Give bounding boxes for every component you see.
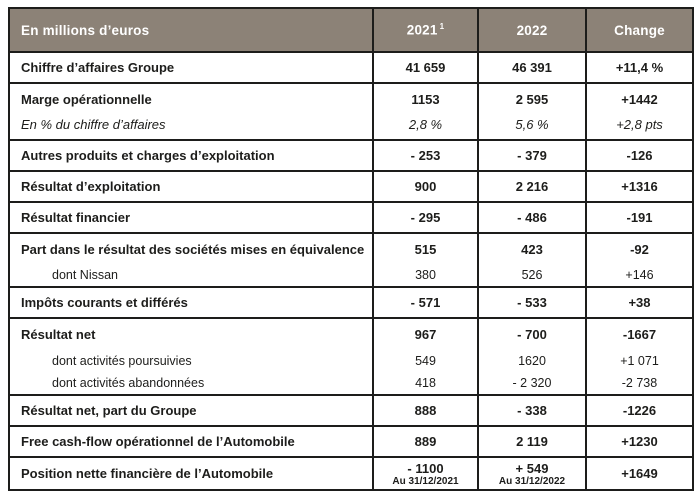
financial-results-table (8, 7, 694, 491)
table-row (9, 52, 693, 83)
value-text: 526 (521, 268, 543, 282)
value-text: - 295 (410, 210, 441, 225)
value-y2022 (478, 264, 586, 287)
value-text: +146 (625, 268, 654, 282)
row-label: Part dans le résultat des sociétés mises en équivalence (9, 233, 373, 264)
value-y2021 (373, 52, 478, 83)
table-row (9, 114, 693, 140)
value-y2022 (478, 318, 586, 349)
value-change (586, 426, 693, 457)
value-y2021 (373, 395, 478, 426)
value-y2022 (478, 114, 586, 140)
value-text: +2,8 pts (616, 116, 663, 132)
table-row (9, 457, 693, 490)
table-row (9, 395, 693, 426)
value-y2022 (478, 52, 586, 83)
value-text: 1153 (411, 91, 440, 107)
value-y2022 (478, 202, 586, 233)
row-label: Marge opérationnelle (9, 83, 373, 114)
row-label: En % du chiffre d’affaires (9, 114, 373, 140)
value-text: 41 659 (405, 60, 446, 75)
value-text: - 338 (517, 403, 547, 418)
value-text: - 700 (517, 326, 547, 342)
value-text: 1620 (518, 353, 546, 368)
value-y2021 (373, 318, 478, 349)
value-text: 889 (414, 434, 437, 449)
row-label: Free cash-flow opérationnel de l’Automobile (9, 426, 373, 457)
table-row (9, 264, 693, 287)
value-text: -1226 (622, 403, 657, 418)
value-text: 2 119 (516, 434, 548, 449)
value-y2021 (373, 349, 478, 372)
value-text: +11,4 % (615, 60, 664, 75)
header-label-column: En millions d’euros (9, 8, 373, 52)
value-text: 515 (414, 241, 437, 257)
value-text: - 253 (410, 148, 441, 163)
table-row (9, 171, 693, 202)
value-text: 380 (415, 268, 436, 282)
value-change (586, 83, 693, 114)
value-y2021 (373, 426, 478, 457)
value-y2021 (373, 233, 478, 264)
table-row (9, 83, 693, 114)
table-row (9, 287, 693, 318)
value-change (586, 114, 693, 140)
row-label: Résultat financier (9, 202, 373, 233)
header-col-2021 (373, 8, 478, 52)
value-text: 2 216 (515, 179, 549, 194)
value-y2021 (373, 202, 478, 233)
value-text: +1649 (621, 466, 658, 481)
footnote-marker: 1 (439, 22, 445, 32)
table-row (9, 349, 693, 372)
value-y2021 (373, 114, 478, 140)
value-text: - 571 (410, 295, 441, 310)
value-text: +1316 (621, 179, 658, 194)
value-date-note: Au 31/12/2021 (392, 475, 459, 487)
value-date-note: Au 31/12/2022 (498, 475, 566, 487)
value-text: - 486 (517, 210, 547, 225)
value-text: -2 738 (621, 376, 658, 390)
value-text: -1667 (622, 326, 657, 342)
table-row (9, 140, 693, 171)
row-label: Chiffre d’affaires Groupe (9, 52, 373, 83)
header-2021-text: 2021 (406, 22, 438, 38)
table-body (9, 52, 693, 490)
value-text: -92 (630, 241, 649, 257)
value-text: +1 071 (620, 353, 659, 368)
value-text: - 1100 (407, 460, 444, 476)
value-change (586, 52, 693, 83)
value-text: -126 (626, 148, 653, 163)
table-row (9, 372, 693, 395)
value-text: +38 (628, 295, 651, 310)
header-col-2022: 2022 (478, 8, 586, 52)
value-text: 423 (521, 241, 543, 257)
value-y2021 (373, 287, 478, 318)
header-row (9, 8, 693, 52)
value-y2021 (373, 372, 478, 395)
value-text: 888 (414, 403, 437, 418)
value-change (586, 140, 693, 171)
value-y2022 (478, 372, 586, 395)
value-text: 549 (415, 353, 436, 368)
row-label: dont activités abandonnées (9, 372, 373, 395)
value-y2022 (478, 349, 586, 372)
value-y2022 (478, 171, 586, 202)
row-label: Autres produits et charges d’exploitation (9, 140, 373, 171)
value-y2022 (478, 83, 586, 114)
table-row (9, 233, 693, 264)
row-label: Impôts courants et différés (9, 287, 373, 318)
value-text: +1442 (621, 91, 658, 107)
value-text: 418 (415, 376, 436, 390)
value-text: 900 (414, 179, 437, 194)
value-text: - 379 (517, 148, 547, 163)
value-text: +1230 (621, 434, 658, 449)
table-row (9, 318, 693, 349)
value-text: 46 391 (512, 60, 552, 75)
value-change (586, 264, 693, 287)
value-y2021 (373, 171, 478, 202)
value-text: + 549 (515, 460, 549, 476)
value-text: 2 595 (515, 91, 549, 107)
value-y2022 (478, 233, 586, 264)
value-y2021 (373, 457, 478, 490)
value-change (586, 349, 693, 372)
row-label: dont activités poursuivies (9, 349, 373, 372)
value-y2022 (478, 426, 586, 457)
value-change (586, 457, 693, 490)
table-row (9, 202, 693, 233)
row-label: Résultat net (9, 318, 373, 349)
value-y2021 (373, 140, 478, 171)
value-y2021 (373, 264, 478, 287)
value-change (586, 202, 693, 233)
value-text: 967 (414, 326, 437, 342)
value-text: 2,8 % (408, 116, 443, 132)
row-label: dont Nissan (9, 264, 373, 287)
value-change (586, 287, 693, 318)
value-text: -191 (626, 210, 653, 225)
value-y2021 (373, 83, 478, 114)
value-change (586, 233, 693, 264)
value-y2022 (478, 457, 586, 490)
table-row (9, 426, 693, 457)
value-text: - 2 320 (512, 376, 552, 390)
value-text: 5,6 % (515, 116, 549, 132)
row-label: Résultat net, part du Groupe (9, 395, 373, 426)
value-y2022 (478, 395, 586, 426)
row-label: Résultat d’exploitation (9, 171, 373, 202)
value-change (586, 372, 693, 395)
value-text: - 533 (517, 295, 547, 310)
value-y2022 (478, 287, 586, 318)
value-y2022 (478, 140, 586, 171)
value-change (586, 171, 693, 202)
header-col-change: Change (586, 8, 693, 52)
table-header (9, 8, 693, 52)
value-change (586, 318, 693, 349)
row-label: Position nette financière de l’Automobile (9, 457, 373, 490)
value-change (586, 395, 693, 426)
